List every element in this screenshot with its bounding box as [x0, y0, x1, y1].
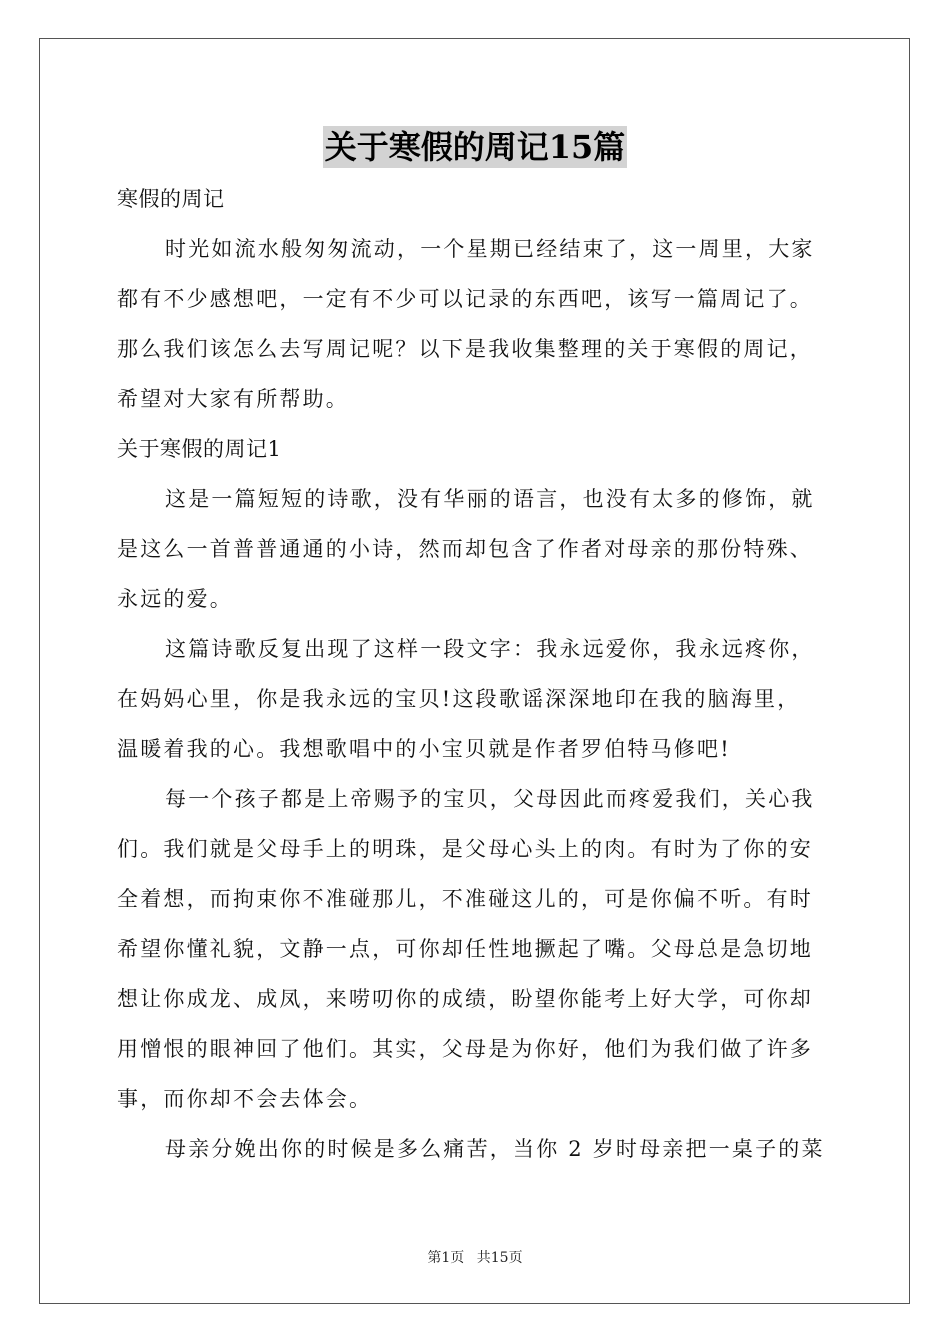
- paragraph-line: 都有不少感想吧，一定有不少可以记录的东西吧，该写一篇周记了。: [117, 287, 813, 311]
- paragraph-line: 那么我们该怎么去写周记呢？以下是我收集整理的关于寒假的周记，: [117, 337, 813, 361]
- paragraph-line: 温暖着我的心。我想歌唱中的小宝贝就是作者罗伯特马修吧!: [117, 737, 731, 761]
- document-body: [117, 180, 835, 1180]
- paragraph-line: 时光如流水般匆匆流动，一个星期已经结束了，这一周里，大家: [165, 237, 815, 261]
- paragraph-line: 希望你懂礼貌，文静一点，可你却任性地撅起了嘴。父母总是急切地: [117, 937, 813, 961]
- paragraph-line: 这篇诗歌反复出现了这样一段文字：我永远爱你，我永远疼你，: [165, 637, 815, 661]
- paragraph-line: 们。我们就是父母手上的明珠，是父母心头上的肉。有时为了你的安: [117, 837, 813, 861]
- page-total: 共15页: [476, 1250, 523, 1266]
- title-container: [0, 126, 950, 168]
- paragraph-line: 母亲分娩出你的时候是多么痛苦，当你 2 岁时母亲把一桌子的菜: [165, 1137, 825, 1161]
- paragraph-line: 是这么一首普普通通的小诗，然而却包含了作者对母亲的那份特殊、: [117, 537, 813, 561]
- paragraph-line: 全着想，而拘束你不准碰那儿，不准碰这儿的，可是你偏不听。有时: [117, 887, 813, 911]
- section-heading: 寒假的周记: [117, 187, 225, 211]
- document-title: 关于寒假的周记15篇: [324, 128, 626, 166]
- paragraph-line: 每一个孩子都是上帝赐予的宝贝，父母因此而疼爱我们，关心我: [165, 787, 815, 811]
- paragraph-line: 用憎恨的眼神回了他们。其实，父母是为你好，他们为我们做了许多: [117, 1037, 813, 1061]
- paragraph-line: 事，而你却不会去体会。: [117, 1087, 373, 1111]
- page-footer: [0, 1247, 950, 1267]
- paragraph-line: 希望对大家有所帮助。: [117, 387, 349, 411]
- paragraph-line: 这是一篇短短的诗歌，没有华丽的语言，也没有太多的修饰，就: [165, 487, 815, 511]
- paragraph-line: 永远的爱。: [117, 587, 233, 611]
- section-heading: 关于寒假的周记1: [117, 437, 282, 461]
- page-number: 第1页: [427, 1250, 465, 1266]
- paragraph-line: 在妈妈心里，你是我永远的宝贝!这段歌谣深深地印在我的脑海里，: [117, 687, 801, 711]
- paragraph-line: 想让你成龙、成凤，来唠叨你的成绩，盼望你能考上好大学，可你却: [117, 987, 813, 1011]
